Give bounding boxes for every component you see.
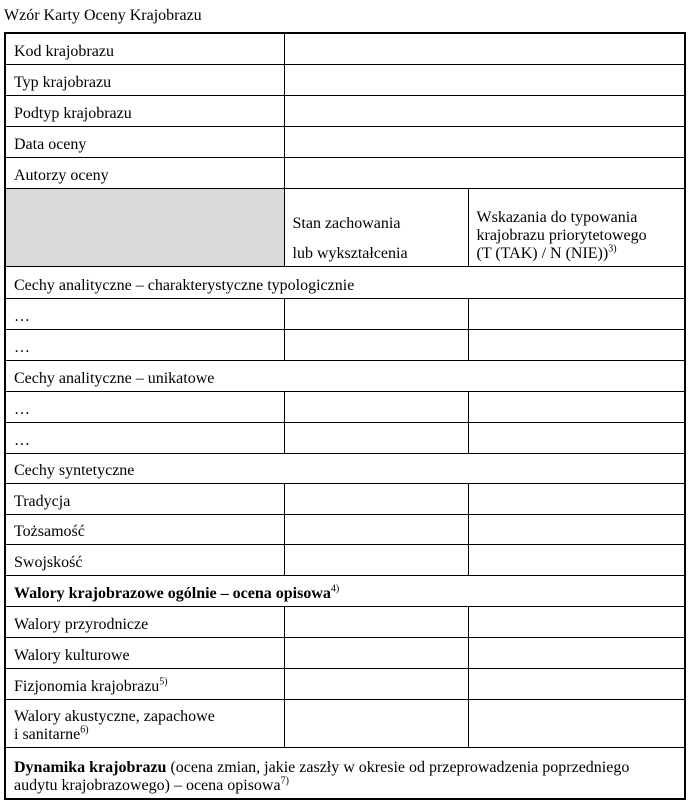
label-landscape-code: Kod krajobrazu — [5, 33, 284, 64]
table-row — [5, 329, 685, 360]
label-physiognomy — [5, 668, 284, 699]
row-assessment-date — [5, 126, 685, 157]
table-row — [5, 637, 685, 668]
value-landscape-subtype[interactable] — [284, 95, 685, 126]
section-unique — [5, 360, 685, 391]
label-acoustic-line2-text: i sanitarne — [14, 725, 81, 743]
label-landscape-type: Typ krajobrazu — [5, 64, 284, 95]
section-typological — [5, 266, 685, 298]
table-row — [5, 391, 685, 422]
cell-condition[interactable] — [284, 391, 468, 422]
footnote-4: 4) — [330, 583, 340, 595]
row-ellipsis: … — [5, 422, 284, 453]
value-landscape-type[interactable] — [284, 64, 685, 95]
cell-priority[interactable] — [468, 606, 685, 637]
cell-priority[interactable] — [468, 298, 685, 329]
table-row — [5, 483, 685, 514]
section-synthetic-label: Cechy syntetyczne — [5, 453, 685, 483]
label-assessment-authors: Autorzy oceny — [5, 157, 284, 188]
label-physiognomy-text: Fizjonomia krajobrazu — [14, 677, 160, 695]
cell-priority[interactable] — [468, 483, 685, 514]
cell-condition[interactable] — [284, 298, 468, 329]
cell-condition[interactable] — [284, 606, 468, 637]
table-row — [5, 668, 685, 699]
label-culture-values: Walory kulturowe — [5, 637, 284, 668]
header-condition — [284, 188, 468, 266]
section-dynamics-text: (ocena zmian, jakie zaszły w okresie od przeprowadzenia poprzedniego audytu krajobrazowego) – ocena opisowa — [14, 759, 630, 794]
header-priority-line2: krajobrazu priorytetowego — [476, 226, 647, 244]
cell-priority[interactable] — [468, 329, 685, 360]
header-priority — [468, 188, 685, 266]
table-row — [5, 544, 685, 575]
section-typological-label: Cechy analityczne – charakterystyczne typologicznie — [5, 266, 685, 298]
document-title: Wzór Karty Oceny Krajobrazu — [4, 7, 202, 24]
label-nature-values: Walory przyrodnicze — [5, 606, 284, 637]
header-priority-line3-text: (T (TAK) / N (NIE)) — [476, 244, 609, 262]
row-ellipsis: … — [5, 298, 284, 329]
value-assessment-authors[interactable] — [284, 157, 685, 188]
value-assessment-date[interactable] — [284, 126, 685, 157]
table-row — [5, 699, 685, 747]
section-unique-label: Cechy analityczne – unikatowe — [5, 360, 685, 391]
table-row — [5, 514, 685, 544]
cell-condition[interactable] — [284, 514, 468, 544]
header-condition-line1: Stan zachowania — [292, 214, 401, 232]
section-values — [5, 575, 685, 606]
cell-priority[interactable] — [468, 637, 685, 668]
section-dynamics-bold: Dynamika krajobrazu — [14, 759, 167, 776]
cell-priority[interactable] — [468, 699, 685, 747]
footnote-5: 5) — [159, 676, 168, 688]
label-familiarity: Swojskość — [5, 544, 284, 575]
table-row — [5, 422, 685, 453]
cell-condition[interactable] — [284, 329, 468, 360]
label-tradition: Tradycja — [5, 483, 284, 514]
header-priority-line1: Wskazania do typowania — [476, 208, 638, 226]
cell-condition[interactable] — [284, 668, 468, 699]
cell-priority[interactable] — [468, 391, 685, 422]
label-acoustic-line1: Walory akustyczne, zapachowe — [14, 707, 215, 725]
header-priority-line3 — [477, 245, 677, 263]
cell-condition[interactable] — [284, 544, 468, 575]
column-header-row — [5, 188, 685, 266]
label-identity: Tożsamość — [5, 514, 284, 544]
section-synthetic — [5, 453, 685, 483]
cell-priority[interactable] — [468, 514, 685, 544]
cell-priority[interactable] — [468, 422, 685, 453]
label-acoustic-line2 — [14, 726, 276, 744]
label-assessment-date: Data oceny — [5, 126, 284, 157]
section-values-label — [5, 575, 685, 606]
cell-condition[interactable] — [284, 422, 468, 453]
row-ellipsis: … — [5, 329, 284, 360]
row-landscape-type — [5, 64, 685, 95]
cell-priority[interactable] — [468, 544, 685, 575]
cell-condition[interactable] — [284, 483, 468, 514]
row-landscape-subtype — [5, 95, 685, 126]
table-row — [5, 298, 685, 329]
row-ellipsis: … — [5, 391, 284, 422]
label-acoustic-values — [5, 699, 284, 747]
footnote-7: 7) — [280, 775, 289, 787]
header-empty-cell — [5, 188, 284, 266]
cell-condition[interactable] — [284, 637, 468, 668]
section-values-bold: Walory krajobrazowe ogólnie – ocena opisowa — [14, 584, 331, 602]
label-landscape-subtype: Podtyp krajobrazu — [5, 95, 284, 126]
footnote-3: 3) — [608, 243, 617, 255]
section-dynamics-label — [5, 747, 685, 799]
cell-priority[interactable] — [468, 668, 685, 699]
header-condition-line2: lub wykształcenia — [292, 244, 408, 262]
value-landscape-code[interactable] — [284, 33, 685, 64]
row-landscape-code — [5, 33, 685, 64]
footnote-6: 6) — [80, 724, 89, 736]
table-row — [5, 606, 685, 637]
row-assessment-authors — [5, 157, 685, 188]
section-dynamics — [5, 747, 685, 799]
cell-condition[interactable] — [284, 699, 468, 747]
landscape-assessment-card — [4, 32, 686, 800]
